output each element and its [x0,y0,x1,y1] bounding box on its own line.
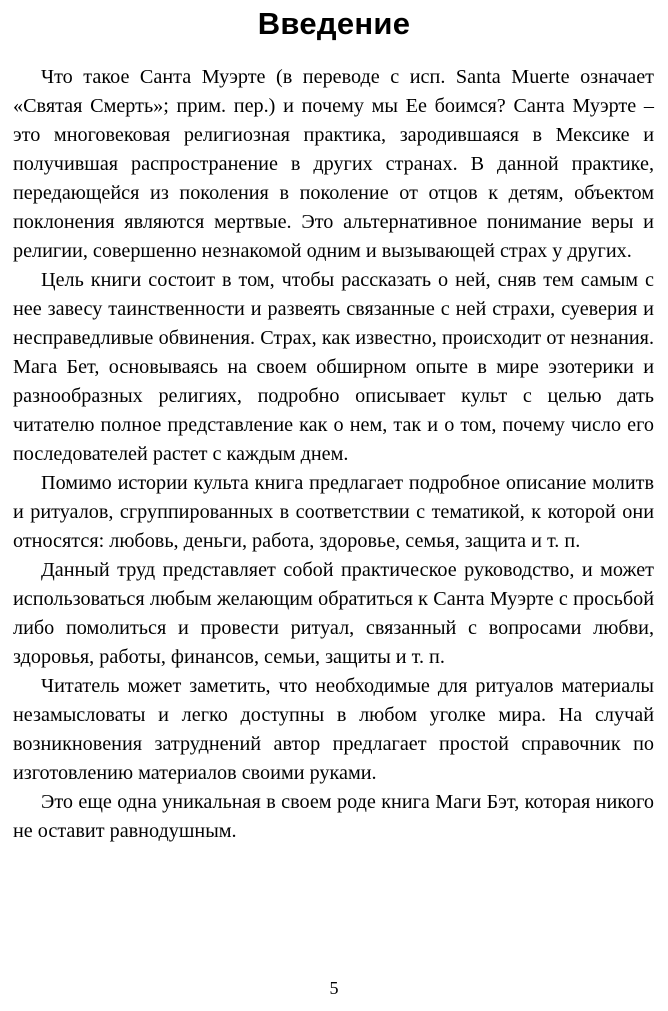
paragraph-2: Цель книги состоит в том, чтобы рассказать о ней, сняв тем самым с нее завесу таинственности и развеять связанные с ней страхи, суеверия и несправедливые обвинения. Страх, как известно, происходит от незнания. Мага Бет, основываясь на своем обширном опыте в мире эзотерики и разнообразных религиях, подробно описывает культ с целью дать читателю полное представление как о нем, так и о том, почему число его последователей растет с каждым днем. [13,269,654,465]
page-title: Введение [257,6,411,41]
page-number: 5 [329,978,339,998]
body-text [13,63,654,846]
paragraph-1: Что такое Санта Муэрте (в переводе с исп. Santa Muerte означает «Святая Смерть»; прим. пер.) и почему мы Ее боимся? Санта Муэрте – это многовековая религиозная практика, зародившаяся в Мексике и получившая распространение в других странах. В данной практике, передающейся из поколения в поколение от отцов к детям, объектом поклонения являются мертвые. Это альтернативное понимание веры и религии, совершенно незнакомой одним и вызывающей страх у других. [13,66,654,262]
paragraph-3: Помимо истории культа книга предлагает подробное описание молитв и ритуалов, сгруппированных в соответствии с тематикой, к которой они относятся: любовь, деньги, работа, здоровье, семья, защита и т. п. [13,472,654,552]
paragraph-6: Это еще одна уникальная в своем роде книга Маги Бэт, которая никого не оставит равнодушным. [13,791,654,842]
paragraph-5: Читатель может заметить, что необходимые для ритуалов материалы незамысловаты и легко доступны в любом уголке мира. На случай возникновения затруднений автор предлагает простой справочник по изготовлению материалов своими руками. [13,675,654,784]
paragraph-4: Данный труд представляет собой практическое руководство, и может использоваться любым желающим обратиться к Санта Муэрте с просьбой либо помолиться и провести ритуал, связанный с вопросами любви, здоровья, работы, финансов, семьи, защиты и т. п. [13,559,654,668]
